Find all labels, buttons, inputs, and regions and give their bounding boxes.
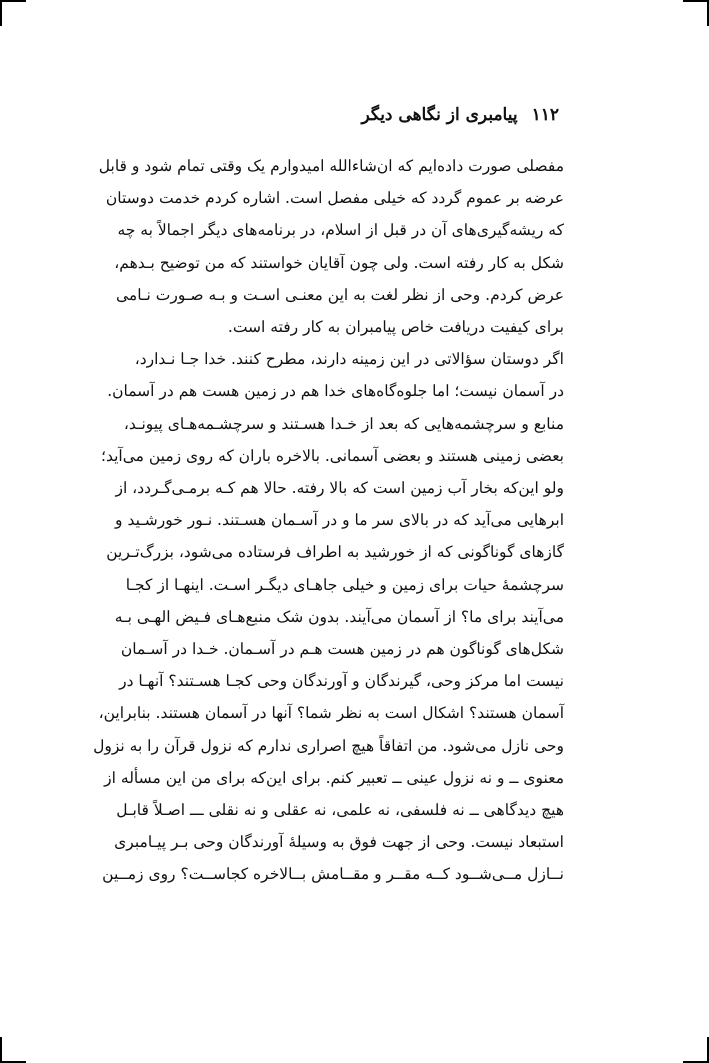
text-line: سرچشمهٔ حیات برای زمین و خیلی جاهـای دیگـر اسـت. اینهـا از کجـا — [125, 575, 564, 594]
text-line: شکل به کار رفته است. ولی چون آقایان خواستند که من توضیح بـدهم، — [114, 253, 564, 272]
crop-mark-top-left-h — [0, 0, 26, 2]
crop-mark-bottom-left-v — [0, 1037, 2, 1063]
text-line: در آسمان نیست؛ اما جلوه‌گاه‌های خدا هم در زمین هست هم در آسمان. — [107, 382, 564, 401]
text-line: عرضه بر عموم گردد که خیلی مفصل است. اشاره کردم خدمت دوستان — [105, 189, 564, 208]
crop-mark-top-left-v — [0, 0, 2, 26]
text-line: هیچ دیدگاهی ــ نه فلسفی، نه علمی، نه عقلی و نه نقلی ـــ اصـلاً قابـل — [116, 801, 564, 820]
running-title: پیامبری از نگاهی دیگر — [361, 105, 518, 125]
text-line: برای کیفیت دریافت خاص پیامبران به کار رفته است. — [227, 318, 564, 337]
text-line: وحی نازل می‌شود. من اتفاقاً هیچ اصراری ندارم که نزول قرآن را به نزول — [93, 736, 564, 755]
text-line: بعضی زمینی هستند و بعضی آسمانی. بالاخره باران که روی زمین می‌آید؛ — [101, 446, 564, 465]
crop-mark-top-right-h — [683, 0, 709, 2]
text-line: گازهای گوناگونی که از خورشید به اطراف فرستاده می‌شود، بزرگ‌تـرین — [106, 543, 564, 562]
text-line: مفصلی صورت داده‌ایم که ان‌شاءالله امیدوارم یک وقتی تمام شود و قابل — [98, 157, 564, 175]
text-line: منابع و سرچشمه‌هایی که بعد از خـدا هسـتند و سرچشـمه‌هـای پیونـد، — [123, 414, 564, 433]
text-line: آسمان هستند؟ اشکال است به نظر شما؟ آنها در آسمان هستند. بنابراین، — [98, 704, 564, 723]
text-line: ابرهایی می‌آید که در بالای سر ما و در آسـمان هسـتند. نـور خورشـید و — [115, 511, 564, 530]
page-header — [160, 100, 559, 130]
body-text — [93, 150, 564, 891]
text-line: اگر دوستان سؤالاتی در این زمینه دارند، مطرح کنند. خدا جـا نـدارد، — [134, 350, 564, 369]
text-line: معنوی ــ و نه نزول عینی ــ تعبیر کنم. برای این‌که برای من این مسأله از — [104, 768, 564, 787]
text-line: ولو این‌که بخار آب زمین است که بالا رفته. حالا هم کـه برمـی‌گـردد، از — [115, 479, 564, 498]
text-line: که ریشه‌گیری‌های آن در قبل از اسلام، در برنامه‌های دیگر اجمالاً به چه — [117, 221, 564, 240]
text-line: نیست اما مرکز وحی، گیرندگان و آورندگان وحی کجـا هسـتند؟ آنهـا در — [119, 672, 564, 691]
text-line: استبعاد نیست. وحی از جهت فوق به وسیلهٔ آورندگان وحی بـر پیـامبری — [114, 833, 564, 852]
text-line: شکل‌های گوناگون هم در زمین هست هـم در آسـمان. خـدا در آسـمان — [120, 640, 564, 659]
text-line: نــازل مــی‌شــود کــه مقــر و مقــامش بــالاخره کجاســت؟ روی زمــین — [102, 865, 564, 884]
text-line: می‌آیند برای ما؟ از آسمان می‌آیند. بدون شک منبع‌هـای فـیض الهـی بـه — [114, 607, 564, 626]
text-line: عرض کردم. وحی از نظر لغت به این معنـی اسـت و بـه صـورت نـامی — [116, 285, 564, 304]
page-number: ۱۱۲ — [531, 105, 559, 125]
